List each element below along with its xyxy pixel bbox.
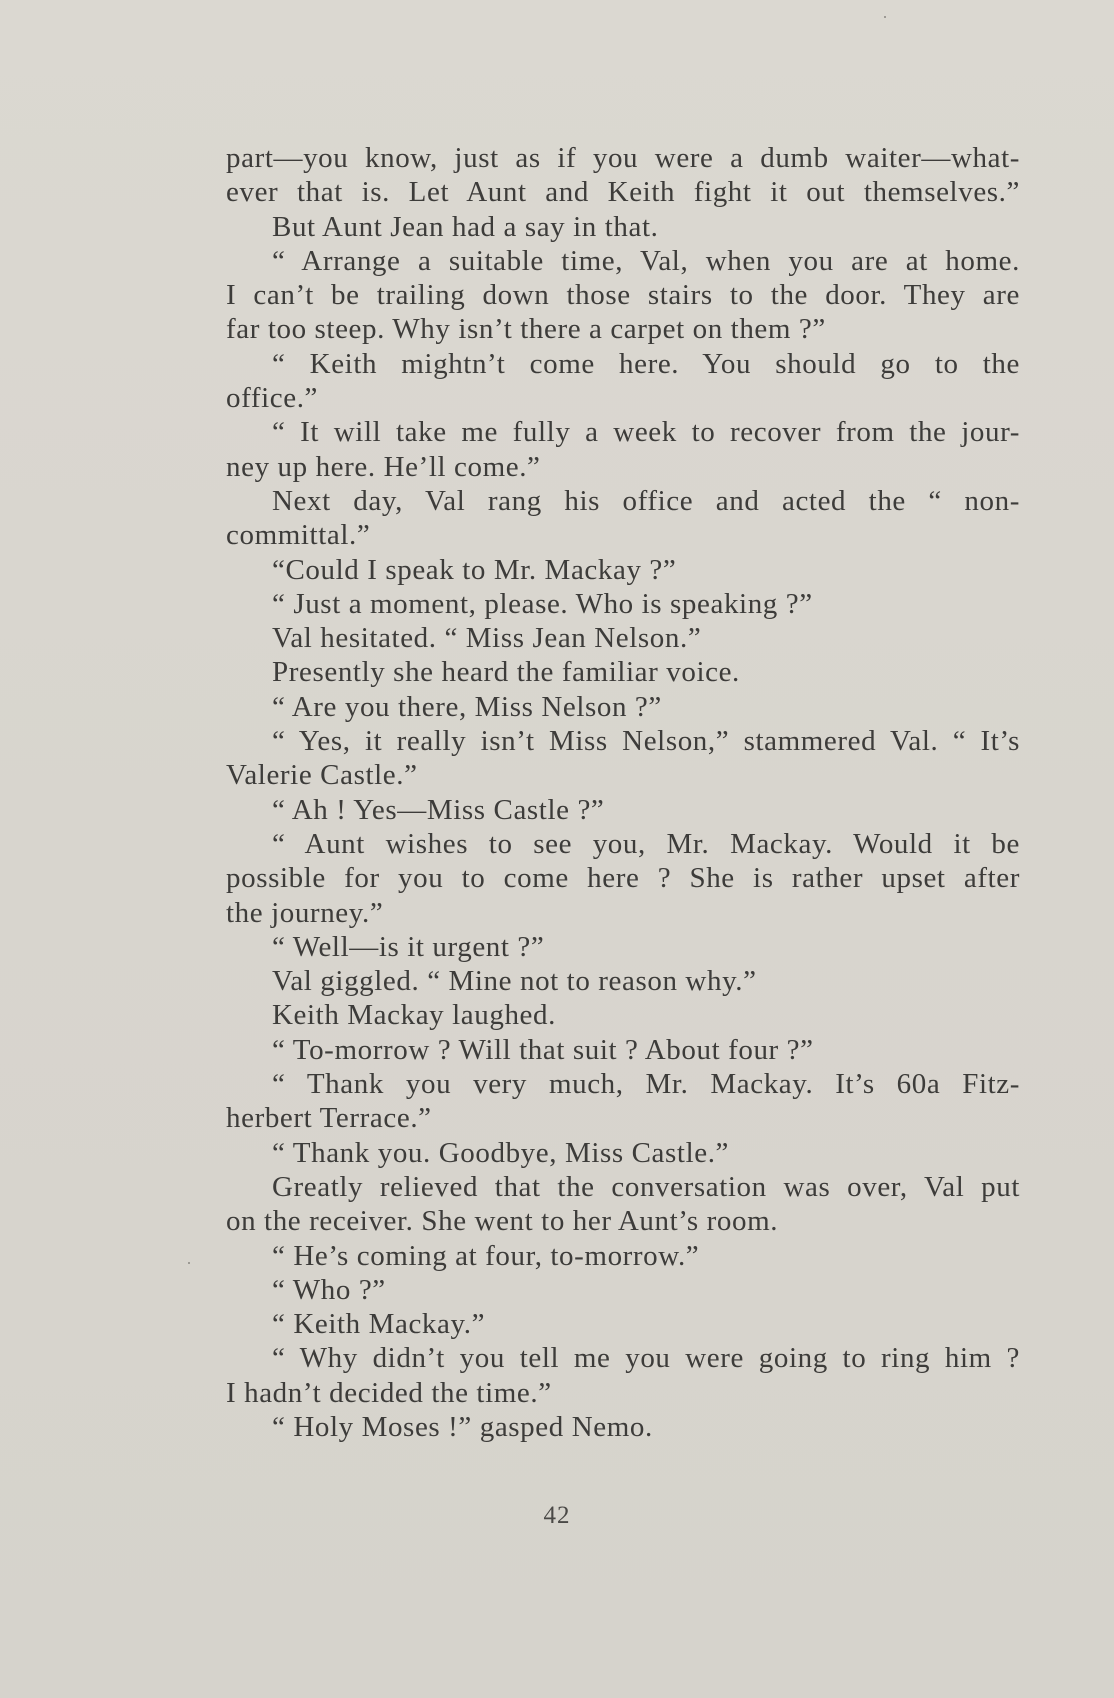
text-line: herbert Terrace.”	[226, 1102, 432, 1135]
text-line: “ Aunt wishes to see you, Mr. Mackay. Would it be	[272, 827, 1020, 860]
text-line: I hadn’t decided the time.”	[226, 1376, 552, 1409]
text-line: “ Well—is it urgent ?”	[272, 930, 545, 963]
text-line: Valerie Castle.”	[226, 759, 418, 792]
text-line: I can’t be trailing down those stairs to the door. They are	[226, 279, 1020, 312]
text-line: “ Are you there, Miss Nelson ?”	[272, 690, 662, 723]
text-line: Keith Mackay laughed.	[272, 999, 556, 1032]
page-number: 42	[543, 1502, 571, 1529]
text-line: Next day, Val rang his office and acted the “ non-	[272, 484, 1020, 517]
text-line: committal.”	[226, 519, 371, 552]
text-line: ever that is. Let Aunt and Keith fight it out themselves.”	[226, 176, 1020, 209]
scan-speck	[188, 1262, 190, 1264]
text-line: “ Just a moment, please. Who is speaking ?”	[272, 587, 813, 620]
text-line: “ Thank you very much, Mr. Mackay. It’s 60a Fitz-	[272, 1068, 1020, 1101]
text-line: “ Holy Moses !” gasped Nemo.	[272, 1410, 653, 1443]
text-line: Presently she heard the familiar voice.	[272, 656, 740, 689]
text-line: “ Why didn’t you tell me you were going to ring him ?	[272, 1342, 1020, 1375]
text-line: Greatly relieved that the conversation was over, Val put	[272, 1170, 1020, 1203]
text-line: ney up here. He’ll come.”	[226, 450, 541, 483]
text-line: Val hesitated. “ Miss Jean Nelson.”	[272, 622, 702, 655]
text-line: Val giggled. “ Mine not to reason why.”	[272, 965, 757, 998]
scan-speck	[884, 16, 886, 18]
text-line: “ It will take me fully a week to recover from the jour-	[272, 416, 1020, 449]
text-line: part—you know, just as if you were a dumb waiter—what-	[226, 142, 1020, 174]
text-line: possible for you to come here ? She is rather upset after	[226, 862, 1020, 895]
text-line: “Could I speak to Mr. Mackay ?”	[272, 553, 677, 586]
text-line: But Aunt Jean had a say in that.	[272, 210, 659, 243]
text-line: “ Ah ! Yes—Miss Castle ?”	[272, 793, 605, 826]
text-line: the journey.”	[226, 896, 384, 929]
text-line: “ He’s coming at four, to-morrow.”	[272, 1239, 700, 1272]
text-line: “ Keith mightn’t come here. You should go to the	[272, 347, 1020, 380]
text-line: “ To-morrow ? Will that suit ? About four ?”	[272, 1033, 814, 1066]
text-line: “ Thank you. Goodbye, Miss Castle.”	[272, 1136, 730, 1169]
text-line: far too steep. Why isn’t there a carpet on them ?”	[226, 313, 826, 346]
text-line: “ Yes, it really isn’t Miss Nelson,” stammered Val. “ It’s	[272, 725, 1020, 758]
text-line: “ Arrange a suitable time, Val, when you are at home.	[272, 244, 1020, 277]
text-line: “ Keith Mackay.”	[272, 1308, 486, 1341]
text-line: office.”	[226, 382, 319, 415]
text-line: on the receiver. She went to her Aunt’s room.	[226, 1205, 779, 1238]
text-line: “ Who ?”	[272, 1273, 386, 1306]
body-text	[226, 141, 1020, 1444]
